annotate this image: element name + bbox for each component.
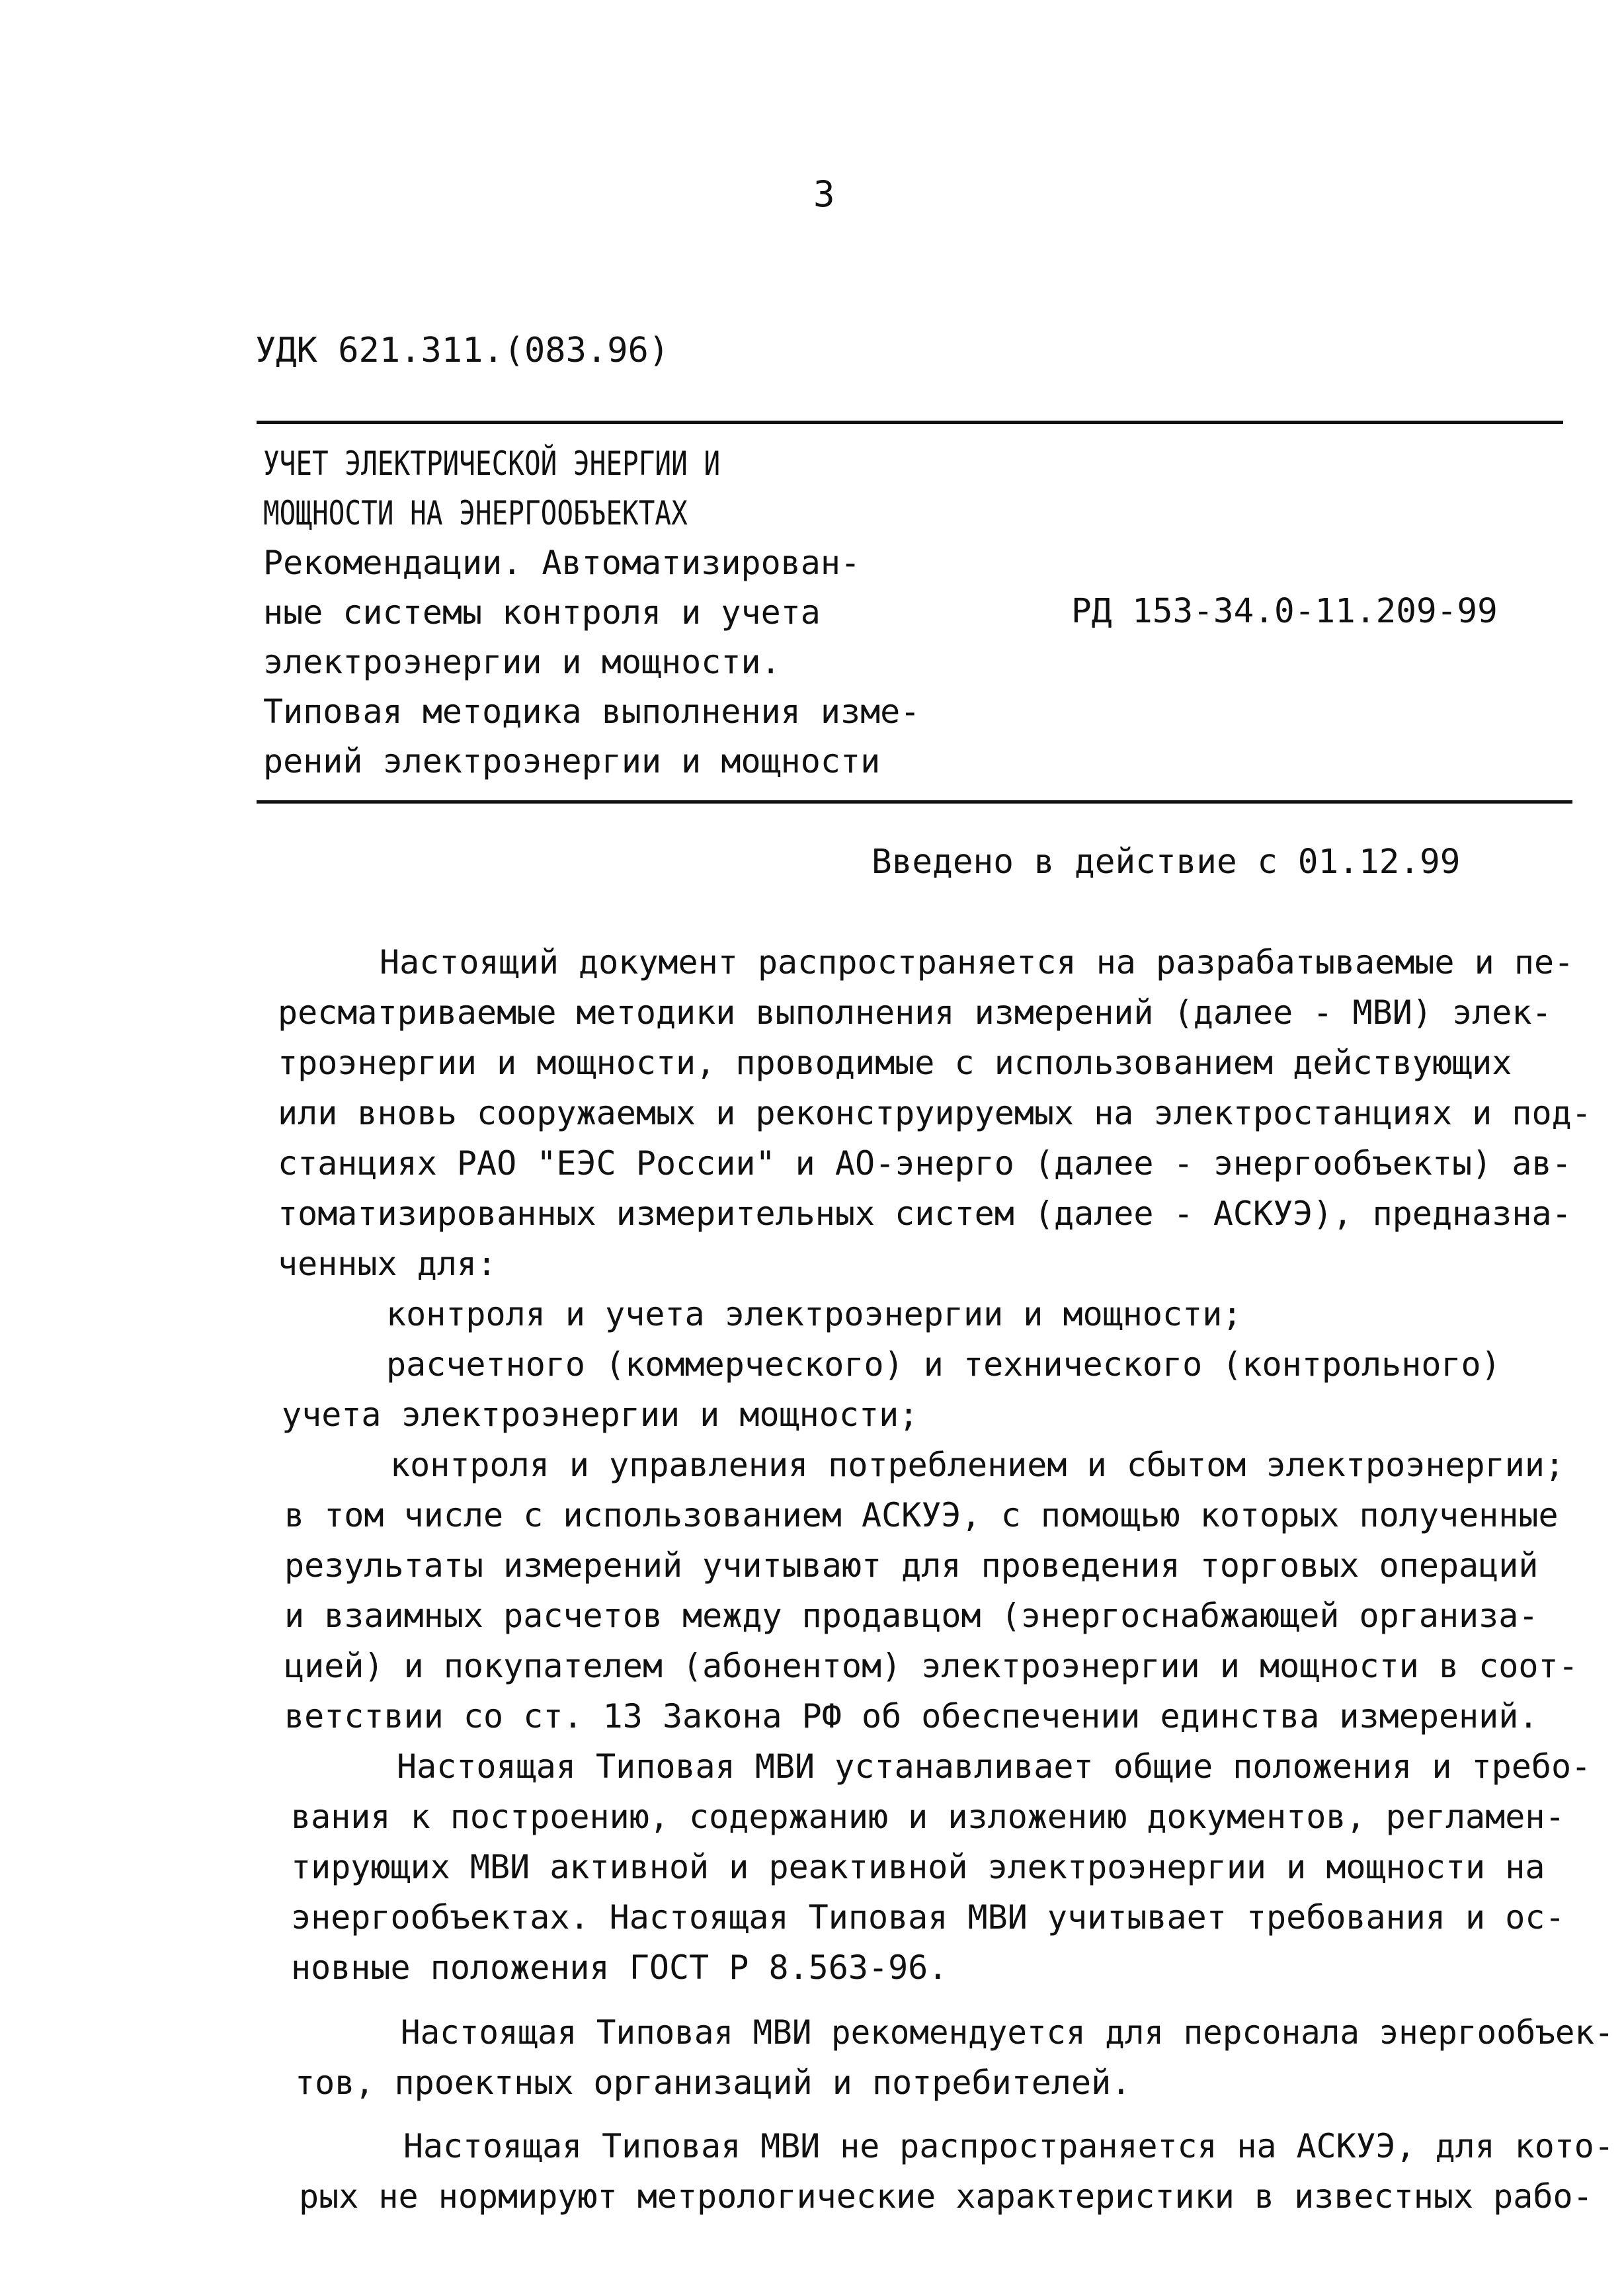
title-line: ные системы контроля и учета xyxy=(263,593,821,632)
body-line: ветствии со ст. 13 Закона РФ об обеспечении единства измерений. xyxy=(284,1697,1539,1735)
body-line: Настоящий документ распространяется на разрабатываемые и пе- xyxy=(380,943,1574,981)
rd-document-code: РД 153-34.0-11.209-99 xyxy=(1071,592,1498,631)
body-line: тирующих МВИ активной и реактивной электроэнергии и мощности на xyxy=(291,1848,1545,1886)
body-line: контроля и учета электроэнергии и мощности; xyxy=(386,1295,1242,1333)
body-line: тов, проектных организаций и потребителей. xyxy=(295,2064,1131,2102)
body-line: Настоящая Типовая МВИ устанавливает общие положения и требо- xyxy=(397,1747,1592,1786)
title-line: УЧЕТ ЭЛЕКТРИЧЕСКОЙ ЭНЕРГИИ И xyxy=(263,444,721,483)
body-line: энергообъектах. Настоящая Типовая МВИ учитывает требования и ос- xyxy=(291,1898,1565,1937)
document-title xyxy=(263,439,977,786)
body-line: троэнергии и мощности, проводимые с использованием действующих xyxy=(278,1044,1512,1082)
body-line: ченных для: xyxy=(278,1245,497,1283)
body-line: в том числе с использованием АСКУЭ, с помощью которых полученные xyxy=(284,1496,1559,1534)
body-line: результаты измерений учитывают для проведения торговых операций xyxy=(284,1546,1539,1585)
title-line: рений электроэнергии и мощности xyxy=(263,742,881,780)
body-line: станциях РАО "ЕЭС России" и АО-энерго (далее - энергообъекты) ав- xyxy=(278,1144,1572,1183)
title-line: электроэнергии и мощности. xyxy=(263,643,781,681)
body-line: Настоящая Типовая МВИ рекомендуется для персонала энергообъек- xyxy=(401,2013,1614,2052)
body-line: томатизированных измерительных систем (далее - АСКУЭ), предназна- xyxy=(278,1194,1572,1233)
effective-date: Введено в действие с 01.12.99 xyxy=(872,843,1461,882)
body-line: или вновь сооружаемых и реконструируемых на электростанциях и под- xyxy=(278,1094,1592,1132)
title-line: Рекомендации. Автоматизирован- xyxy=(263,544,861,582)
title-line: Типовая методика выполнения изме- xyxy=(263,692,920,731)
title-bottom-rule xyxy=(257,800,1572,804)
body-line: и взаимных расчетов между продавцом (энергоснабжающей организа- xyxy=(284,1597,1539,1635)
body-line: ресматриваемые методики выполнения измерений (далее - МВИ) элек- xyxy=(278,993,1552,1032)
body-line: новные положения ГОСТ Р 8.563-96. xyxy=(291,1948,948,1987)
body-line: учета электроэнергии и мощности; xyxy=(282,1396,919,1434)
page-number: 3 xyxy=(813,173,835,215)
body-line: Настоящая Типовая МВИ не распространяется на АСКУЭ, для кото- xyxy=(403,2127,1614,2165)
body-line: расчетного (коммерческого) и технического (контрольного) xyxy=(386,1345,1501,1384)
title-top-rule xyxy=(257,421,1563,424)
body-line: вания к построению, содержанию и изложению документов, регламен- xyxy=(291,1798,1565,1836)
title-line: МОЩНОСТИ НА ЭНЕРГООБЪЕКТАХ xyxy=(263,494,688,532)
body-line: рых не нормируют метрологические характеристики в известных рабо- xyxy=(299,2177,1593,2216)
udk-code: УДК 621.311.(083.96) xyxy=(255,331,670,370)
body-line: контроля и управления потреблением и сбытом электроэнергии; xyxy=(390,1446,1565,1484)
body-line: цией) и покупателем (абонентом) электроэнергии и мощности в соот- xyxy=(284,1647,1578,1685)
